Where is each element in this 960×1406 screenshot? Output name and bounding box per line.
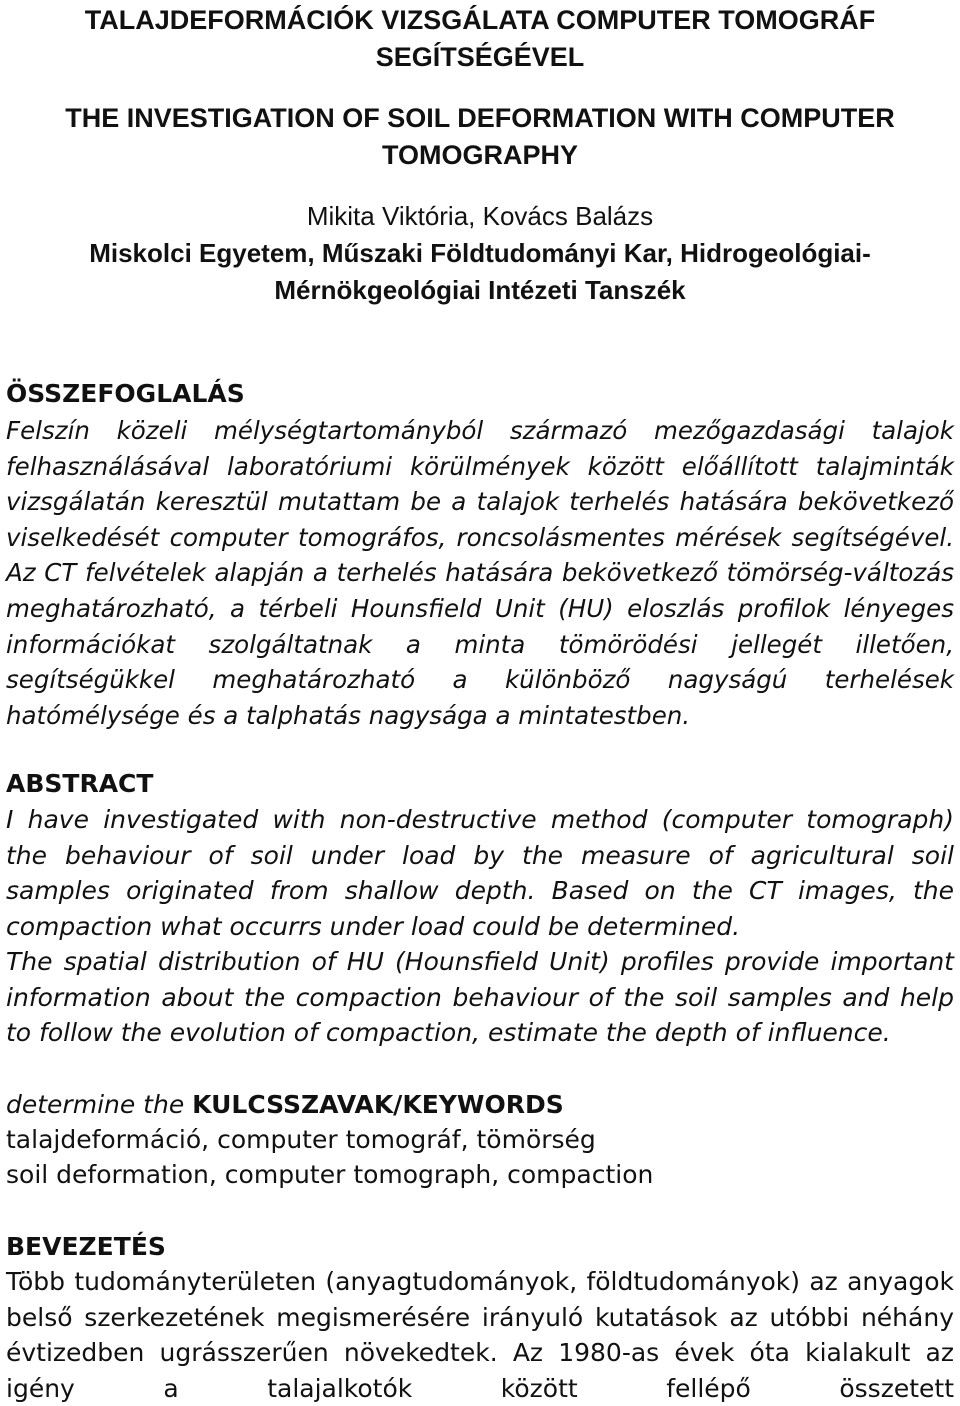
affiliation-line-2: Mérnökgeológiai Intézeti Tanszék bbox=[274, 275, 686, 305]
title-hungarian-line-1: TALAJDEFORMÁCIÓK VIZSGÁLATA COMPUTER TOMOGRÁF bbox=[84, 5, 876, 35]
affiliation-line-1: Miskolci Egyetem, Műszaki Földtudományi Kar, Hidrogeológiai- bbox=[89, 238, 871, 268]
keywords-hungarian: talajdeformáció, computer tomográf, tömörség bbox=[6, 1125, 596, 1154]
title-english bbox=[6, 100, 954, 174]
keywords-english: soil deformation, computer tomograph, compaction bbox=[6, 1160, 654, 1189]
title-hungarian-line-2: SEGÍTSÉGÉVEL bbox=[375, 42, 585, 72]
abstract-paragraph-1: I have investigated with non-destructive method (computer tomograph) the behaviour of soil under load by the measure of agricultural soil samples originated from shallow depth. Based on the CT images, the compaction what occurrs under load could be determined. bbox=[6, 805, 954, 941]
summary-text: Felszín közeli mélységtartományból származó mezőgazdasági talajok felhasználásával laboratóriumi körülmények között előállított talajminták vizsgálatán keresztül mutattam be a talajok terhelés hatására bekövetkező viselkedését computer tomográfos, roncsolásmentes mérések segítségével. Az CT felvételek alapján a terhelés hatására bekövetkező tömörség-változás meghatározható, a térbeli Hounsfield Unit (HU) eloszlás profilok lényeges információkat szolgáltatnak a minta tömörödési jellegét illetően, segítségükkel meghatározható a különböző nagyságú terhelések hatómélysége és a talphatás nagysága a mintatestben. bbox=[6, 416, 954, 730]
affiliation bbox=[6, 235, 954, 309]
keywords-lead: determine the bbox=[6, 1090, 193, 1119]
introduction-text: Több tudományterületen (anyagtudományok, földtudományok) az anyagok belső szerkezetének megismerésére irányuló kutatások az utóbbi néhány évtizedben ugrásszerűen növekedtek. Az 1980-as évek óta kialakult az igény a talajalkotók között fellépő összetett bbox=[6, 1267, 954, 1403]
introduction-heading: BEVEZETÉS bbox=[6, 1232, 166, 1261]
summary-heading: ÖSSZEFOGLALÁS bbox=[6, 379, 245, 408]
keywords-heading: KULCSSZAVAK/KEYWORDS bbox=[192, 1090, 564, 1119]
abstract-heading: ABSTRACT bbox=[6, 769, 154, 798]
abstract-paragraph-2: The spatial distribution of HU (Hounsfield Unit) profiles provide important information about the compaction behaviour of the soil samples and help to follow the evolution of compaction, estimate the depth of influence. bbox=[6, 947, 954, 1048]
keywords-heading-line bbox=[6, 1087, 564, 1123]
title-english-line-1: THE INVESTIGATION OF SOIL DEFORMATION WITH COMPUTER bbox=[65, 103, 895, 133]
title-english-line-2: TOMOGRAPHY bbox=[381, 140, 578, 170]
authors: Mikita Viktória, Kovács Balázs bbox=[306, 201, 654, 231]
title-hungarian bbox=[6, 2, 954, 76]
